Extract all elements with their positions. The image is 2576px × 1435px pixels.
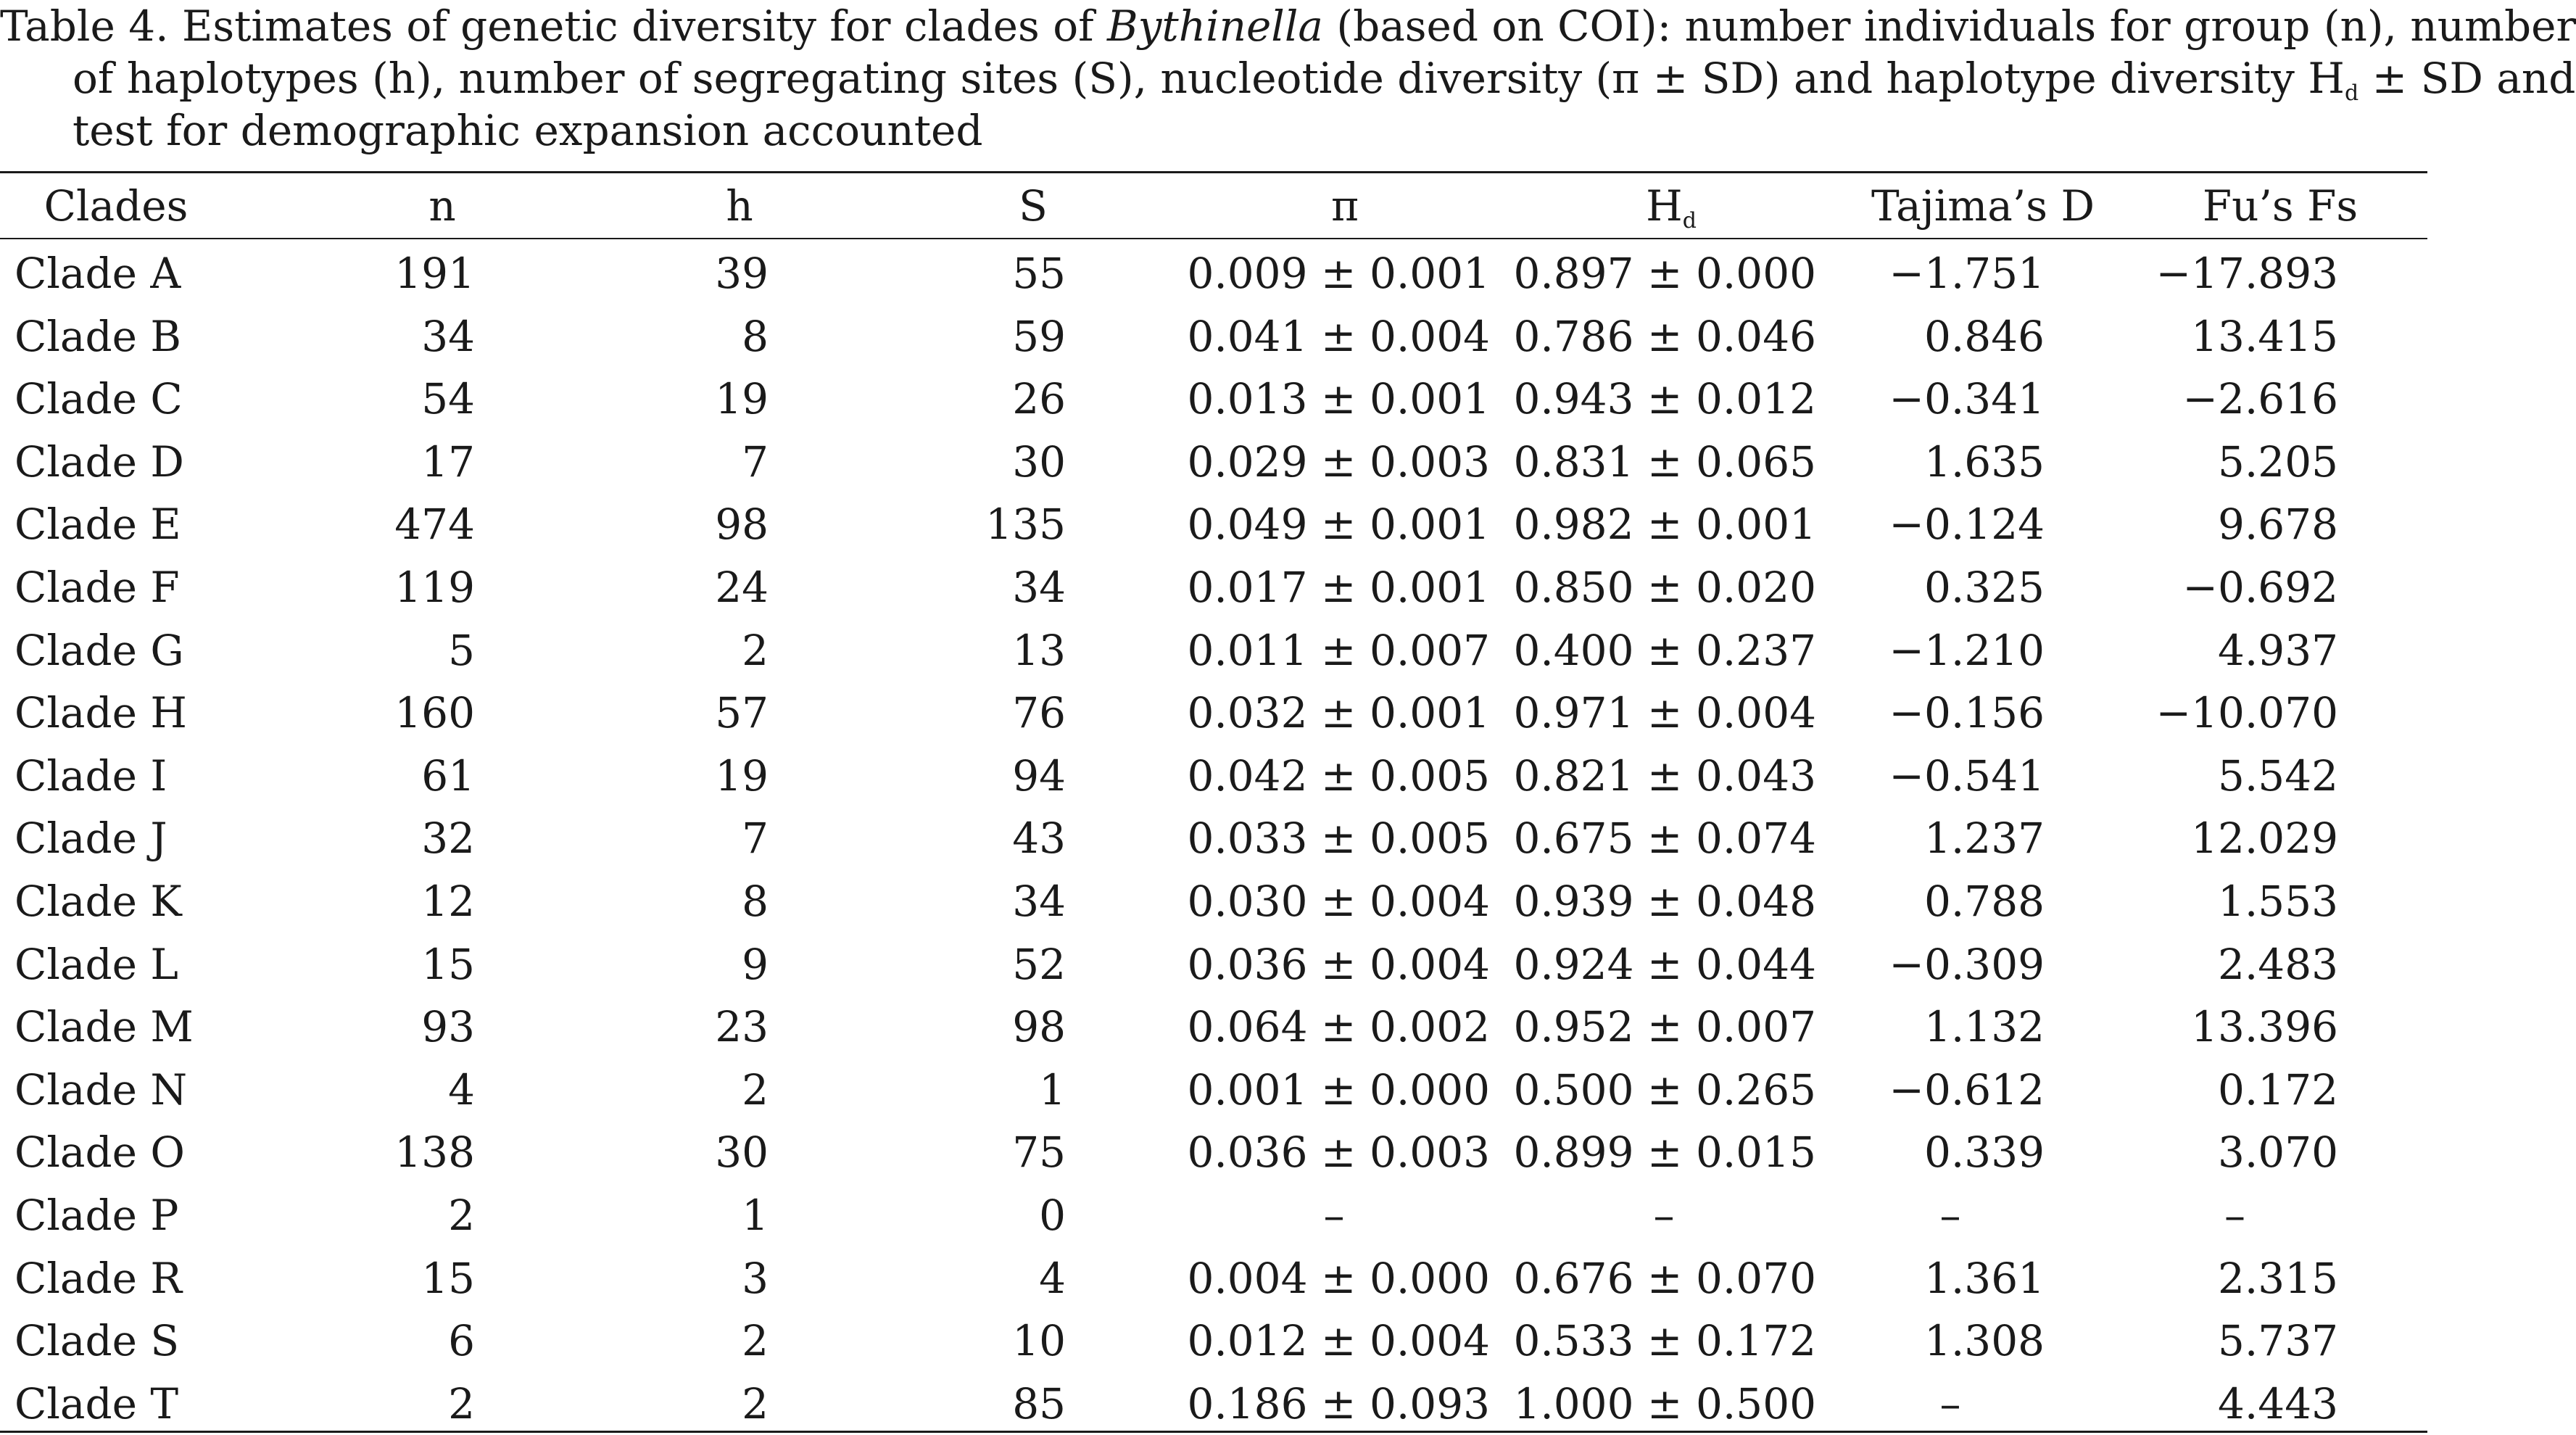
- cell-pi: 0.042 ± 0.005: [1187, 750, 1490, 801]
- cell-h: 39: [715, 249, 769, 298]
- cell-s: 85: [1012, 1378, 1066, 1428]
- cell-fu: −0.692: [2182, 562, 2338, 612]
- cell-clade: Clade O: [15, 1128, 185, 1178]
- cell-s: 13: [1012, 625, 1066, 675]
- cell-clade: Clade S: [15, 1316, 180, 1366]
- cell-pi: 0.064 ± 0.002: [1187, 1002, 1490, 1052]
- cell-clade: Clade N: [15, 1064, 188, 1114]
- cell-pi: 0.036 ± 0.004: [1187, 939, 1490, 989]
- cell-fu: −10.070: [2155, 688, 2338, 738]
- cell-hd: 0.831 ± 0.065: [1513, 437, 1816, 487]
- table-row: [0, 1373, 2427, 1435]
- table-bottom-rule: [0, 1431, 2427, 1433]
- cell-n: 17: [421, 437, 475, 487]
- cell-hd: 0.500 ± 0.265: [1513, 1064, 1816, 1114]
- cell-fu: 3.070: [2217, 1128, 2338, 1178]
- cell-fu: 5.205: [2217, 437, 2338, 487]
- cell-pi: 0.009 ± 0.001: [1187, 249, 1490, 298]
- cell-h: 2: [742, 625, 769, 675]
- cell-h: 3: [742, 1253, 769, 1303]
- cell-pi: 0.011 ± 0.007: [1187, 625, 1490, 675]
- cell-h: 30: [715, 1128, 769, 1178]
- table-row: [0, 1184, 2427, 1247]
- table-row: [0, 682, 2427, 745]
- cell-hd: –: [1653, 1190, 1675, 1240]
- cell-s: 0: [1039, 1190, 1066, 1240]
- cell-s: 94: [1012, 750, 1066, 801]
- cell-tajima: –: [1939, 1190, 1961, 1240]
- cell-tajima: −0.341: [1889, 374, 2045, 424]
- cell-h: 19: [715, 750, 769, 801]
- cell-h: 7: [742, 437, 769, 487]
- cell-fu: 13.415: [2191, 311, 2338, 361]
- table-row: [0, 745, 2427, 808]
- cell-h: 24: [715, 562, 769, 612]
- cell-h: 19: [715, 374, 769, 424]
- table-row: [0, 556, 2427, 619]
- cell-h: 8: [742, 311, 769, 361]
- cell-fu: −17.893: [2155, 249, 2338, 298]
- cell-clade: Clade E: [15, 500, 181, 550]
- cell-clade: Clade T: [15, 1378, 179, 1428]
- cell-h: 2: [742, 1316, 769, 1366]
- header-pi: π: [1330, 181, 1359, 231]
- table-row: [0, 870, 2427, 933]
- cell-s: 34: [1012, 876, 1066, 926]
- header-fu: Fu’s Fs: [2202, 181, 2358, 231]
- cell-tajima: –: [1939, 1378, 1961, 1428]
- cell-n: 54: [421, 374, 475, 424]
- cell-hd: 0.943 ± 0.012: [1513, 374, 1816, 424]
- cell-tajima: 1.361: [1923, 1253, 2045, 1303]
- cell-clade: Clade J: [15, 814, 167, 864]
- cell-s: 26: [1012, 374, 1066, 424]
- cell-n: 15: [421, 939, 475, 989]
- cell-clade: Clade L: [15, 939, 178, 989]
- cell-s: 1: [1039, 1064, 1066, 1114]
- cell-fu: 9.678: [2217, 500, 2338, 550]
- table-row: [0, 933, 2427, 996]
- cell-tajima: 0.325: [1923, 562, 2045, 612]
- cell-clade: Clade R: [15, 1253, 183, 1303]
- cell-n: 32: [421, 814, 475, 864]
- cell-tajima: −0.541: [1889, 750, 2045, 801]
- table-top-rule: [0, 171, 2427, 173]
- cell-pi: 0.017 ± 0.001: [1187, 562, 1490, 612]
- cell-fu: 4.443: [2217, 1378, 2338, 1428]
- cell-tajima: 1.237: [1923, 814, 2045, 864]
- cell-tajima: 1.132: [1923, 1002, 2045, 1052]
- cell-fu: −2.616: [2182, 374, 2338, 424]
- cell-h: 98: [715, 500, 769, 550]
- header-s: S: [1019, 181, 1048, 231]
- cell-tajima: −0.612: [1889, 1064, 2045, 1114]
- cell-fu: 2.315: [2217, 1253, 2338, 1303]
- cell-h: 8: [742, 876, 769, 926]
- cell-hd: 0.971 ± 0.004: [1513, 688, 1816, 738]
- table-row: [0, 807, 2427, 870]
- cell-pi: 0.036 ± 0.003: [1187, 1128, 1490, 1178]
- cell-tajima: 0.846: [1923, 311, 2045, 361]
- cell-clade: Clade C: [15, 374, 183, 424]
- cell-tajima: −0.309: [1889, 939, 2045, 989]
- caption-line-1: Table 4. Estimates of genetic diversity for clades of Bythinella (based on COI): number individuals for group (n), number: [0, 1, 2576, 51]
- cell-pi: 0.013 ± 0.001: [1187, 374, 1490, 424]
- cell-h: 23: [715, 1002, 769, 1052]
- cell-h: 2: [742, 1064, 769, 1114]
- table-row: [0, 1310, 2427, 1373]
- cell-n: 15: [421, 1253, 475, 1303]
- cell-h: 1: [742, 1190, 769, 1240]
- cell-clade: Clade G: [15, 625, 184, 675]
- cell-n: 119: [394, 562, 475, 612]
- table-row: [0, 368, 2427, 431]
- genus-name: Bythinella: [1107, 1, 1323, 51]
- table-row: [0, 1121, 2427, 1184]
- cell-s: 76: [1012, 688, 1066, 738]
- cell-pi: 0.029 ± 0.003: [1187, 437, 1490, 487]
- cell-hd: 0.533 ± 0.172: [1513, 1316, 1816, 1366]
- cell-fu: 1.553: [2217, 876, 2338, 926]
- table-row: [0, 242, 2427, 305]
- cell-pi: 0.186 ± 0.093: [1187, 1378, 1490, 1428]
- cell-fu: 2.483: [2217, 939, 2338, 989]
- cell-fu: –: [2224, 1190, 2245, 1240]
- cell-s: 43: [1012, 814, 1066, 864]
- table-row: [0, 1059, 2427, 1122]
- cell-s: 98: [1012, 1002, 1066, 1052]
- cell-h: 7: [742, 814, 769, 864]
- cell-s: 34: [1012, 562, 1066, 612]
- cell-hd: 0.821 ± 0.043: [1513, 750, 1816, 801]
- cell-hd: 0.899 ± 0.015: [1513, 1128, 1816, 1178]
- header-hd: $H_d$: [1646, 181, 1697, 233]
- cell-clade: Clade P: [15, 1190, 179, 1240]
- cell-s: 59: [1012, 311, 1066, 361]
- header-clades: Clades: [44, 181, 189, 231]
- cell-pi: –: [1323, 1190, 1345, 1240]
- table-header-row: [0, 174, 2427, 238]
- cell-tajima: −1.751: [1889, 249, 2045, 298]
- cell-tajima: 0.339: [1923, 1128, 2045, 1178]
- cell-pi: 0.004 ± 0.000: [1187, 1253, 1490, 1303]
- table-body: [0, 242, 2427, 1435]
- cell-clade: Clade M: [15, 1002, 194, 1052]
- cell-tajima: −0.124: [1889, 500, 2045, 550]
- cell-n: 474: [394, 500, 475, 550]
- cell-n: 61: [421, 750, 475, 801]
- table-row: [0, 996, 2427, 1059]
- cell-n: 160: [394, 688, 475, 738]
- cell-hd: 0.786 ± 0.046: [1513, 311, 1816, 361]
- cell-fu: 5.737: [2217, 1316, 2338, 1366]
- cell-fu: 0.172: [2217, 1064, 2338, 1114]
- cell-pi: 0.033 ± 0.005: [1187, 814, 1490, 864]
- cell-hd: 0.924 ± 0.044: [1513, 939, 1816, 989]
- cell-h: 9: [742, 939, 769, 989]
- cell-hd: 0.675 ± 0.074: [1513, 814, 1816, 864]
- table-row: [0, 1247, 2427, 1310]
- cell-pi: 0.030 ± 0.004: [1187, 876, 1490, 926]
- cell-clade: Clade A: [15, 249, 181, 298]
- cell-hd: 0.982 ± 0.001: [1513, 500, 1816, 550]
- cell-s: 135: [985, 500, 1066, 550]
- cell-pi: 0.001 ± 0.000: [1187, 1064, 1490, 1114]
- cell-hd: 0.897 ± 0.000: [1513, 249, 1816, 298]
- cell-n: 12: [421, 876, 475, 926]
- cell-clade: Clade B: [15, 311, 182, 361]
- cell-s: 4: [1039, 1253, 1066, 1303]
- cell-hd: 0.850 ± 0.020: [1513, 562, 1816, 612]
- cell-s: 52: [1012, 939, 1066, 989]
- cell-n: 138: [394, 1128, 475, 1178]
- cell-hd: 0.676 ± 0.070: [1513, 1253, 1816, 1303]
- table-row: [0, 305, 2427, 368]
- table-row: [0, 431, 2427, 494]
- cell-h: 2: [742, 1378, 769, 1428]
- cell-n: 4: [448, 1064, 475, 1114]
- table-caption: [0, 0, 2576, 157]
- cell-fu: 5.542: [2217, 750, 2338, 801]
- cell-hd: 0.400 ± 0.237: [1513, 625, 1816, 675]
- cell-s: 75: [1012, 1128, 1066, 1178]
- table-row: [0, 619, 2427, 682]
- cell-s: 10: [1012, 1316, 1066, 1366]
- cell-fu: 4.937: [2217, 625, 2338, 675]
- cell-tajima: 0.788: [1923, 876, 2045, 926]
- header-n: n: [428, 181, 456, 231]
- cell-n: 2: [448, 1378, 475, 1428]
- cell-fu: 12.029: [2191, 814, 2338, 864]
- cell-n: 191: [394, 249, 475, 298]
- cell-h: 57: [715, 688, 769, 738]
- cell-n: 6: [448, 1316, 475, 1366]
- table-row: [0, 493, 2427, 556]
- cell-hd: 0.939 ± 0.048: [1513, 876, 1816, 926]
- header-tajima: Tajima’s D: [1871, 181, 2095, 231]
- cell-n: 93: [421, 1002, 475, 1052]
- cell-fu: 13.396: [2191, 1002, 2338, 1052]
- header-h: h: [726, 181, 753, 231]
- cell-pi: 0.049 ± 0.001: [1187, 500, 1490, 550]
- cell-pi: 0.041 ± 0.004: [1187, 311, 1490, 361]
- cell-tajima: 1.635: [1923, 437, 2045, 487]
- cell-tajima: −0.156: [1889, 688, 2045, 738]
- caption-line-2: of haplotypes (h), number of segregating sites (S), nucleotide diversity (π ± SD) and haplotype diversity $H_d$ ± SD and: [73, 54, 2576, 106]
- cell-pi: 0.032 ± 0.001: [1187, 688, 1490, 738]
- cell-clade: Clade F: [15, 562, 180, 612]
- cell-clade: Clade H: [15, 688, 187, 738]
- caption-line-3: test for demographic expansion accounted: [73, 106, 983, 155]
- cell-n: 5: [448, 625, 475, 675]
- table-header-rule: [0, 238, 2427, 239]
- cell-tajima: 1.308: [1923, 1316, 2045, 1366]
- cell-hd: 1.000 ± 0.500: [1513, 1378, 1816, 1428]
- cell-s: 30: [1012, 437, 1066, 487]
- cell-tajima: −1.210: [1889, 625, 2045, 675]
- cell-s: 55: [1012, 249, 1066, 298]
- cell-hd: 0.952 ± 0.007: [1513, 1002, 1816, 1052]
- cell-pi: 0.012 ± 0.004: [1187, 1316, 1490, 1366]
- cell-clade: Clade D: [15, 437, 184, 487]
- cell-n: 2: [448, 1190, 475, 1240]
- cell-clade: Clade I: [15, 750, 167, 801]
- cell-n: 34: [421, 311, 475, 361]
- cell-clade: Clade K: [15, 876, 182, 926]
